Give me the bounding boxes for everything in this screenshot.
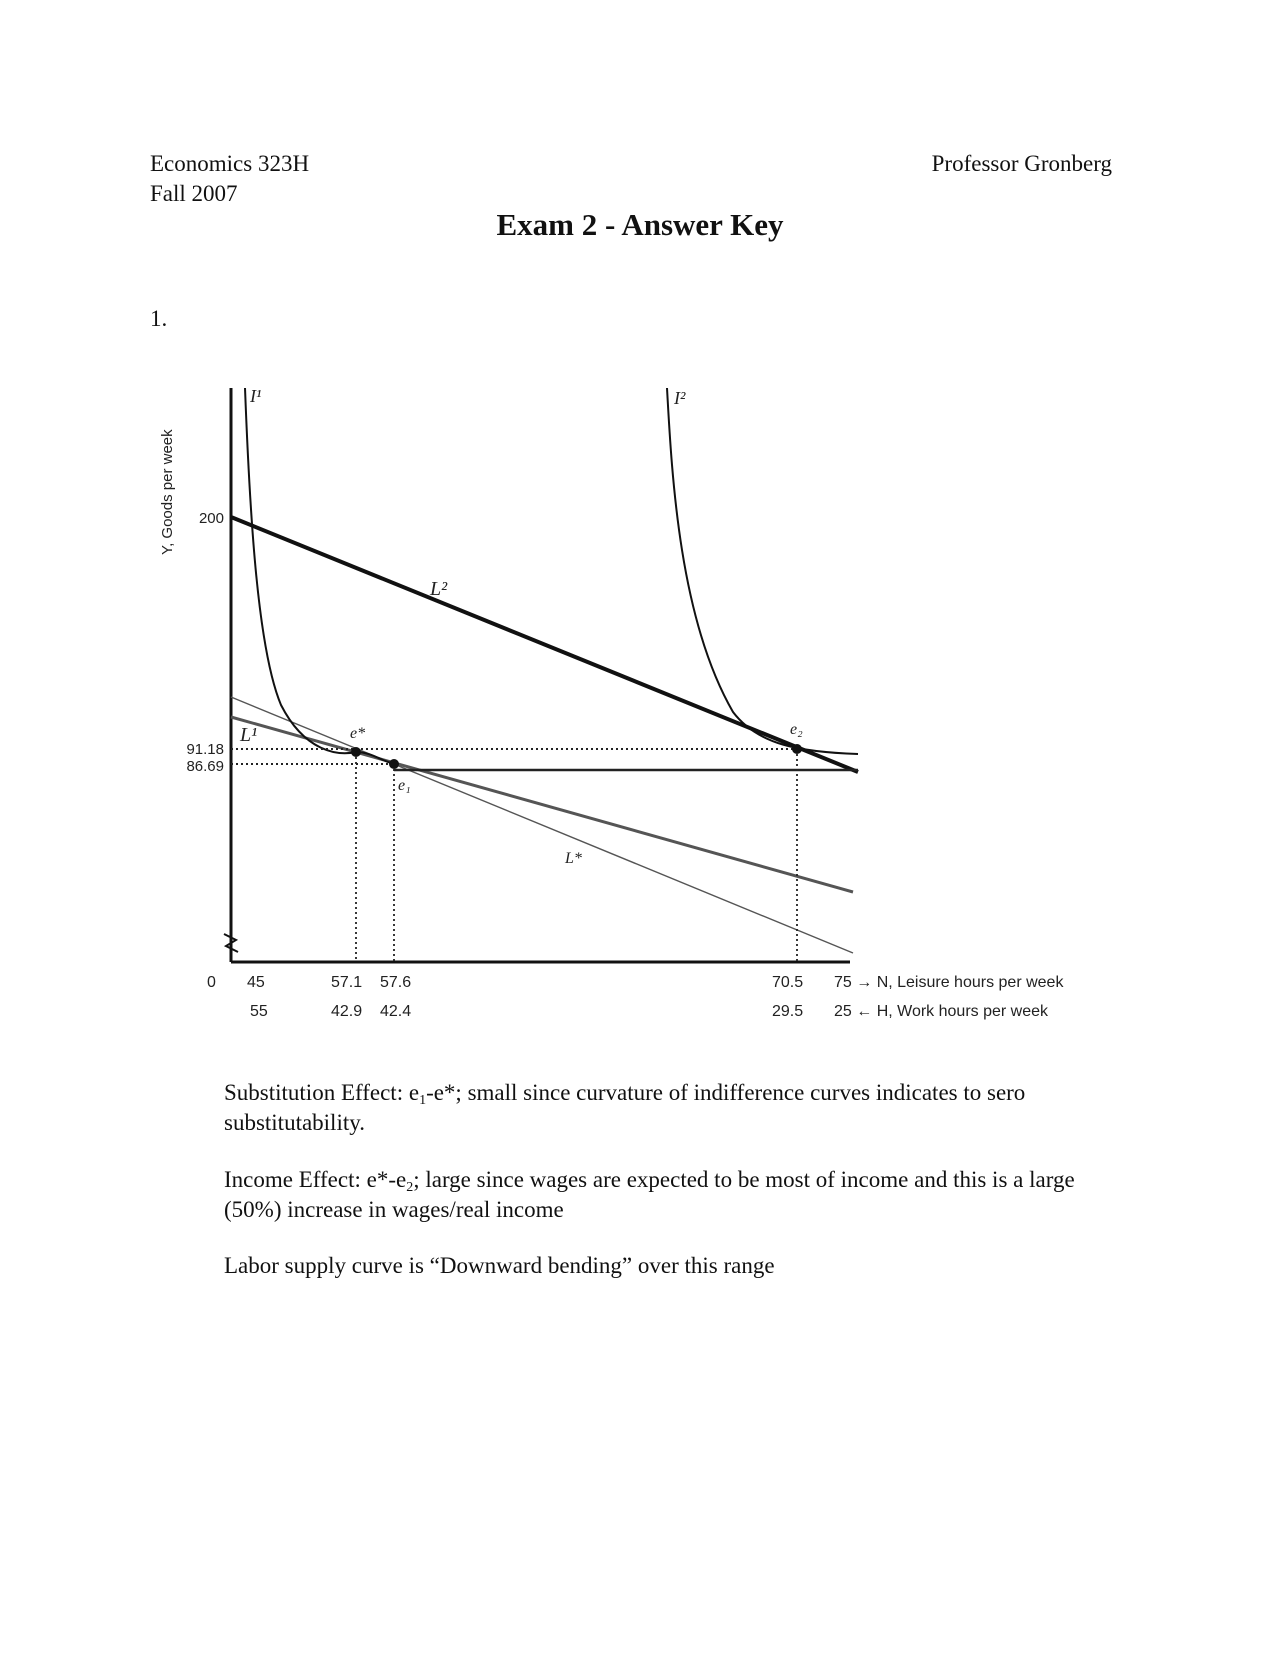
point-e-star (351, 747, 361, 757)
x2-axis-label: 25 ← H, Work hours per week (834, 1003, 1049, 1020)
x-axis-label: 75 → N, Leisure hours per week (834, 974, 1064, 991)
substitution-subscript: 1 (419, 1093, 427, 1108)
indifference-curve-I2 (667, 388, 858, 754)
substitution-text: -e*; small since curvature of indifference curves indicates to sero substitutability. (224, 1080, 1026, 1135)
substitution-label: Substitution Effect: (224, 1080, 409, 1105)
y-axis-label: Y, Goods per week (159, 429, 176, 555)
income-effect-paragraph (224, 1165, 1124, 1225)
point-e2 (792, 744, 802, 754)
x-tick-45: 45 (247, 974, 265, 991)
term: Fall 2007 (150, 181, 238, 206)
x2-tick-55: 55 (250, 1003, 268, 1020)
substitution-e: e (408, 1080, 420, 1105)
x-tick-57-6: 57.6 (380, 974, 412, 991)
axis-break-icon (224, 934, 238, 952)
point-e1 (389, 759, 399, 769)
x2-tick-42-4: 42.4 (380, 1003, 412, 1020)
label-I2: I² (674, 388, 686, 408)
y-tick-91-18: 91.18 (186, 741, 224, 758)
question-number: 1. (150, 306, 168, 331)
substitution-effect-paragraph (224, 1078, 1124, 1138)
label-e1: e₁ (398, 777, 411, 794)
label-L1: L¹ (240, 724, 258, 746)
page-title: Exam 2 - Answer Key (496, 207, 784, 242)
label-L2: L² (430, 578, 448, 600)
x-tick-57-1: 57.1 (331, 974, 363, 991)
budget-line-L2 (231, 517, 858, 772)
income-text: ; large since wages are expected to be most of income and this is a large (50%) increase in wages/real income (224, 1167, 1075, 1222)
y-tick-200: 200 (198, 510, 224, 527)
income-subscript: 2 (406, 1180, 414, 1195)
label-e-star: e* (350, 725, 366, 742)
y-tick-86-69: 86.69 (186, 758, 224, 775)
label-L-star: L* (565, 850, 582, 867)
x2-tick-42-9: 42.9 (331, 1003, 363, 1020)
x-tick-0: 0 (207, 974, 216, 991)
course-name: Economics 323H (150, 151, 310, 176)
income-e: e*-e (366, 1167, 407, 1192)
budget-line-L1 (231, 717, 853, 892)
label-I1: I¹ (250, 386, 262, 406)
income-label: Income Effect: (224, 1167, 367, 1192)
professor-name: Professor Gronberg (931, 151, 1112, 176)
label-e2: e₂ (790, 721, 803, 738)
x-tick-70-5: 70.5 (772, 974, 804, 991)
x2-tick-29-5: 29.5 (772, 1003, 804, 1020)
labor-supply-paragraph: Labor supply curve is “Downward bending” over this range (224, 1253, 775, 1278)
